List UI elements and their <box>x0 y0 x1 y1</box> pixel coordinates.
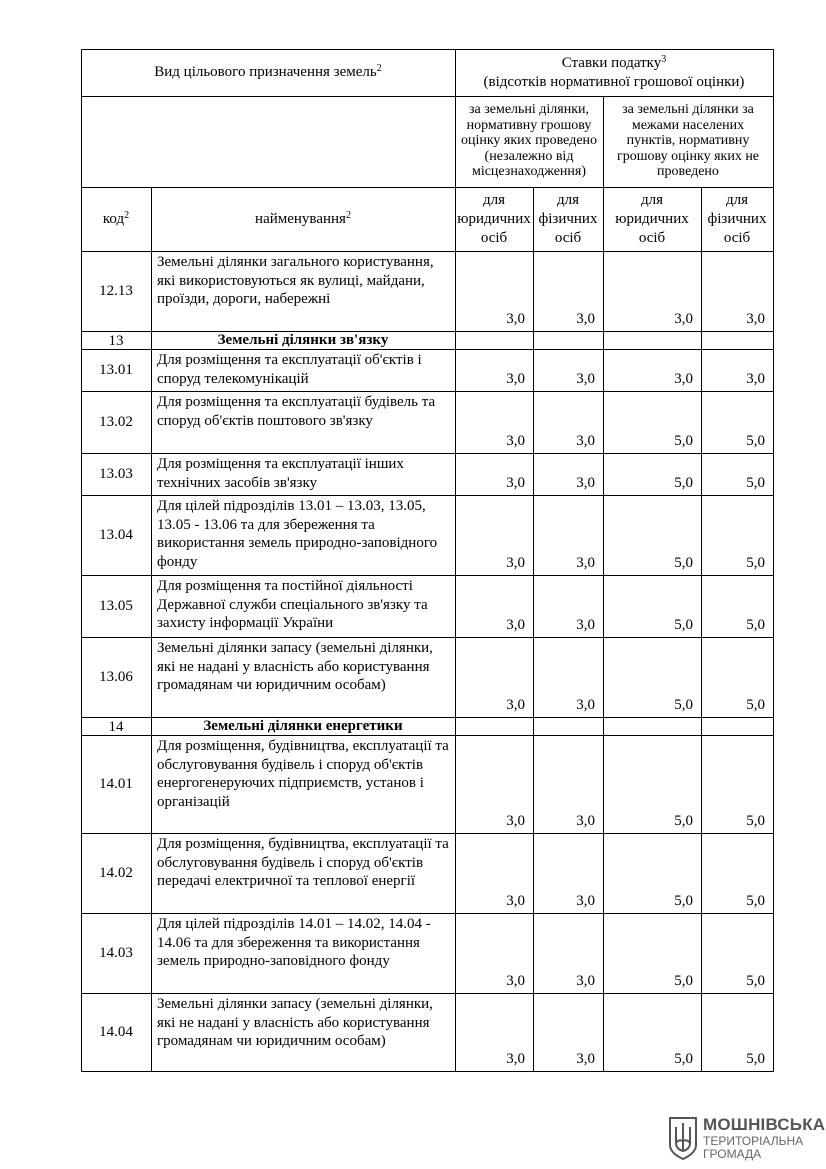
value-assessed-individuals: 3,0 <box>576 474 595 491</box>
value-unassessed-legal: 3,0 <box>674 370 693 387</box>
row-name: Для розміщення, будівництва, експлуатації та обслуговування будівель і споруд об'єктів енергогенеруючих підприємств, установ і організацій <box>157 738 449 810</box>
value-assessed-legal: 3,0 <box>506 1050 525 1067</box>
value-unassessed-individuals: 3,0 <box>746 310 765 327</box>
header-assessed-legal: для юридичних осіб <box>457 191 531 246</box>
value-unassessed-individuals: 5,0 <box>746 432 765 449</box>
row-code: 13 <box>108 333 124 349</box>
row-name: Для розміщення, будівництва, експлуатації та обслуговування будівель і споруд об'єктів передачі електричної та теплової енергії <box>157 836 449 889</box>
value-unassessed-legal: 5,0 <box>674 812 693 829</box>
row-name: Для розміщення та експлуатації об'єктів і споруд телекомунікацій <box>157 352 422 387</box>
row-code: 13.02 <box>99 413 133 430</box>
value-assessed-individuals: 3,0 <box>576 554 595 571</box>
header-land-use-type: Вид цільового призначення земель$^2$ <box>154 63 382 81</box>
value-assessed-legal: 3,0 <box>506 616 525 633</box>
value-unassessed-legal: 5,0 <box>674 1050 693 1067</box>
row-name: Для цілей підрозділів 14.01 – 14.02, 14.04 - 14.06 та для збереження та використання земель природно-заповідного фонду <box>157 916 431 969</box>
row-code: 14.01 <box>99 775 133 792</box>
value-unassessed-legal: 5,0 <box>674 432 693 449</box>
row-code: 14.04 <box>99 1023 133 1040</box>
community-logo <box>667 1115 826 1165</box>
value-assessed-individuals: 3,0 <box>576 310 595 327</box>
header-unassessed-parcels: за земельні ділянки за межами населених пунктів, нормативну грошову оцінку яких не проведено <box>616 102 760 179</box>
value-unassessed-individuals: 5,0 <box>746 696 765 713</box>
value-unassessed-individuals: 5,0 <box>746 972 765 989</box>
row-code: 13.06 <box>99 668 133 685</box>
header-assessed-individuals: для фізичних осіб <box>538 191 598 246</box>
trident-emblem-icon <box>667 1115 699 1161</box>
header-unassessed-legal: для юридичних осіб <box>615 191 689 246</box>
logo-line-3: ГРОМАДА <box>703 1147 762 1161</box>
value-unassessed-individuals: 5,0 <box>746 554 765 571</box>
value-assessed-legal: 3,0 <box>506 972 525 989</box>
value-unassessed-individuals: 5,0 <box>746 812 765 829</box>
value-unassessed-legal: 5,0 <box>674 554 693 571</box>
header-assessed-parcels: за земельні ділянки, нормативну грошову оцінку яких проведено (незалежно від місцезнаходження) <box>460 102 598 179</box>
value-assessed-legal: 3,0 <box>506 370 525 387</box>
row-code: 13.05 <box>99 597 133 614</box>
row-code: 14.02 <box>99 864 133 881</box>
header-name: найменування$^2$ <box>255 209 351 227</box>
value-assessed-individuals: 3,0 <box>576 1050 595 1067</box>
value-assessed-legal: 3,0 <box>506 892 525 909</box>
value-unassessed-individuals: 5,0 <box>746 1050 765 1067</box>
value-assessed-individuals: 3,0 <box>576 892 595 909</box>
value-assessed-legal: 3,0 <box>506 310 525 327</box>
value-unassessed-individuals: 5,0 <box>746 474 765 491</box>
value-assessed-legal: 3,0 <box>506 812 525 829</box>
value-assessed-individuals: 3,0 <box>576 432 595 449</box>
row-code: 13.03 <box>99 465 133 482</box>
row-group-title: Земельні ділянки зв'язку <box>217 331 389 348</box>
logo-line-2: ТЕРИТОРІАЛЬНА <box>703 1134 804 1148</box>
row-name: Для розміщення та експлуатації будівель та споруд об'єктів поштового зв'язку <box>157 394 436 429</box>
value-assessed-individuals: 3,0 <box>576 972 595 989</box>
value-unassessed-legal: 5,0 <box>674 892 693 909</box>
row-name: Земельні ділянки запасу (земельні ділянки, які не надані у власність або користування громадянам чи юридичним особам) <box>157 640 433 693</box>
row-name: Для розміщення та постійної діяльності Державної служби спеціального зв'язку та захисту інформації України <box>157 578 428 631</box>
row-group-title: Земельні ділянки енергетики <box>203 717 403 734</box>
row-code: 12.13 <box>99 282 133 299</box>
value-assessed-legal: 3,0 <box>506 432 525 449</box>
value-unassessed-legal: 3,0 <box>674 310 693 327</box>
value-assessed-individuals: 3,0 <box>576 812 595 829</box>
value-unassessed-legal: 5,0 <box>674 474 693 491</box>
row-code: 14 <box>108 719 124 735</box>
header-tax-rates: Ставки податку$^3$ (відсотків нормативної грошової оцінки) <box>483 54 745 90</box>
value-unassessed-legal: 5,0 <box>674 696 693 713</box>
value-unassessed-individuals: 5,0 <box>746 892 765 909</box>
header-unassessed-individuals: для фізичних осіб <box>707 191 767 246</box>
row-name: Земельні ділянки загального користування, які використовуються як вулиці, майдани, проїзди, дороги, набережні <box>157 254 434 307</box>
value-assessed-legal: 3,0 <box>506 474 525 491</box>
header-code: код$^2$ <box>102 209 130 227</box>
value-unassessed-individuals: 5,0 <box>746 616 765 633</box>
value-assessed-individuals: 3,0 <box>576 616 595 633</box>
row-name: Для цілей підрозділів 13.01 – 13.03, 13.05, 13.05 - 13.06 та для збереження та використання земель природно-заповідного фонду <box>157 498 438 570</box>
row-code: 14.03 <box>99 944 133 961</box>
row-name: Земельні ділянки запасу (земельні ділянки, які не надані у власність або користування громадянам чи юридичним особам) <box>157 996 433 1049</box>
value-assessed-legal: 3,0 <box>506 696 525 713</box>
value-unassessed-legal: 5,0 <box>674 972 693 989</box>
row-code: 13.04 <box>99 526 133 543</box>
logo-line-1: МОШНІВСЬКА <box>703 1115 826 1134</box>
value-assessed-individuals: 3,0 <box>576 370 595 387</box>
row-code: 13.01 <box>99 361 133 378</box>
row-name: Для розміщення та експлуатації інших технічних засобів зв'язку <box>157 456 404 491</box>
value-assessed-individuals: 3,0 <box>576 696 595 713</box>
value-unassessed-individuals: 3,0 <box>746 370 765 387</box>
value-unassessed-legal: 5,0 <box>674 616 693 633</box>
value-assessed-legal: 3,0 <box>506 554 525 571</box>
